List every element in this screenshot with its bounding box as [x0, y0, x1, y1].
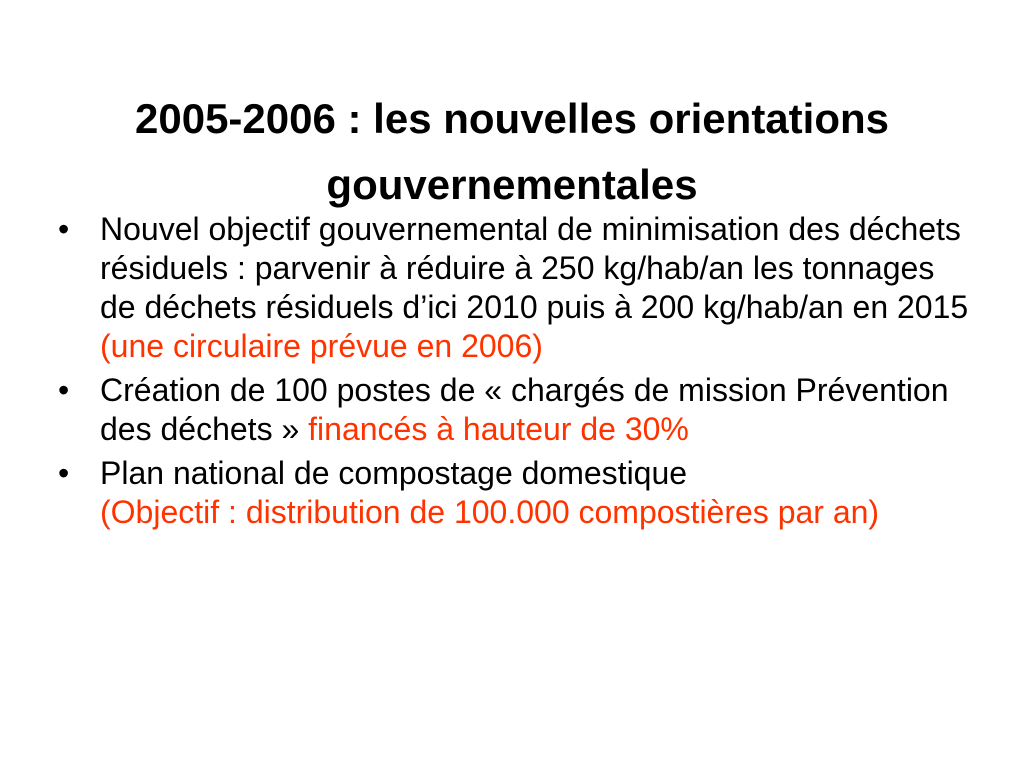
- bullet-item-posts: [58, 371, 978, 449]
- bullet-list: [58, 210, 978, 537]
- slide-title-line-2: gouvernementales: [326, 161, 698, 208]
- bullet-highlight-posts: financés à hauteur de 30%: [308, 411, 689, 447]
- bullet-highlight-objective: (une circulaire prévue en 2006): [100, 328, 543, 364]
- bullet-icon: •: [58, 455, 70, 491]
- bullet-text-objective: Nouvel objectif gouvernemental de minimisation des déchets résiduels : parvenir à réduire à 250 kg/hab/an les tonnages de déchets résiduels d’ici 2010 puis à 200 kg/hab/an en 2015: [100, 211, 969, 325]
- bullet-icon: •: [58, 372, 70, 408]
- slide-title: [40, 86, 984, 218]
- bullet-icon: •: [58, 211, 70, 247]
- bullet-item-objective: [58, 210, 978, 366]
- bullet-text-composting: Plan national de compostage domestique: [100, 455, 688, 491]
- bullet-highlight-composting: (Objectif : distribution de 100.000 compostières par an): [100, 494, 880, 530]
- bullet-item-composting: [58, 454, 978, 532]
- slide-title-line-1: 2005-2006 : les nouvelles orientations: [135, 95, 889, 142]
- bullet-text-posts: Création de 100 postes de « chargés de mission Prévention des déchets »: [100, 372, 949, 447]
